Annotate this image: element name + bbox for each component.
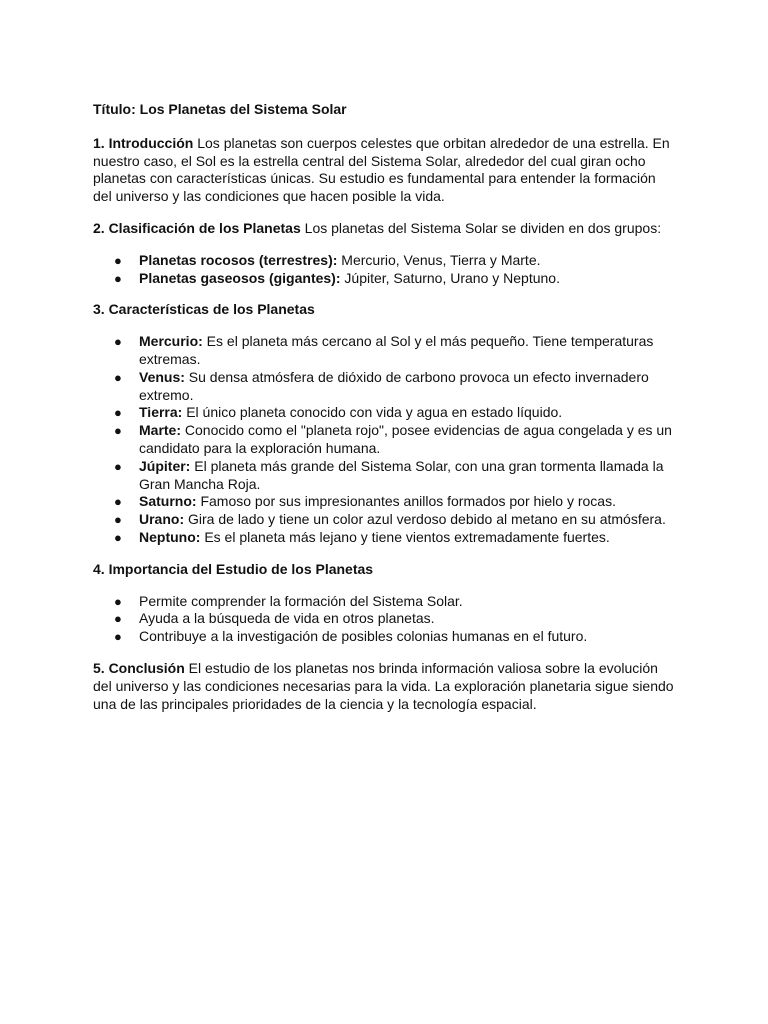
bullet-icon: ● [114,334,122,350]
conclusion-paragraph [93,660,678,713]
bullet-icon: ● [114,494,122,510]
bullet-icon: ● [114,593,122,609]
list-item: ● Neptuno: Es el planeta más lejano y tiene vientos extremadamente fuertes. [114,528,610,545]
bullet-icon: ● [114,529,122,545]
importance-list [93,593,678,646]
characteristics-heading: 3. Características de los Planetas [93,301,315,318]
bullet-icon: ● [114,458,122,474]
classification-text: Los planetas del Sistema Solar se dividen en dos grupos: [300,219,662,236]
classification-heading: 2. Clasificación de los Planetas [93,219,301,236]
list-item: ● Ayuda a la búsqueda de vida en otros planetas. [114,610,435,627]
bullet-icon: ● [114,369,122,385]
list-item: ● Contribuye a la investigación de posibles colonias humanas en el futuro. [114,628,588,645]
list-item: ● Urano: Gira de lado y tiene un color azul verdoso debido al metano en su atmósfera. [114,511,666,528]
list-item: ● Planetas gaseosos (gigantes): Júpiter, Saturno, Urano y Neptuno. [114,269,560,286]
bullet-icon: ● [114,405,122,421]
list-item: ● Venus: Su densa atmósfera de dióxido de carbono provoca un efecto invernadero extremo. [114,368,649,403]
characteristics-list [93,333,678,547]
list-item: ● Saturno: Famoso por sus impresionantes anillos formados por hielo y rocas. [114,493,616,510]
bullet-icon: ● [114,512,122,528]
conclusion-heading: 5. Conclusión [93,659,185,676]
list-item: ● Permite comprender la formación del Sistema Solar. [114,592,463,609]
list-item: ● Júpiter: El planeta más grande del Sistema Solar, con una gran tormenta llamada la Gran Mancha Roja. [114,457,664,492]
bullet-icon: ● [114,629,122,645]
bullet-icon: ● [114,611,122,627]
intro-heading: 1. Introducción [93,134,194,151]
list-item: ● Mercurio: Es el planeta más cercano al Sol y el más pequeño. Tiene temperaturas extremas. [114,333,654,367]
conclusion-text: El estudio de los planetas nos brinda información valiosa sobre la evolución del universo y las condiciones necesarias para la vida. La exploración planetaria sigue siendo una de las principales prioridades de la ciencia y la tecnología espacial. [93,659,674,712]
document-title: Título: Los Planetas del Sistema Solar [93,101,347,117]
list-item: ● Tierra: El único planeta conocido con vida y agua en estado líquido. [114,404,563,421]
bullet-icon: ● [114,270,122,286]
classification-list [93,252,678,288]
bullet-icon: ● [114,423,122,439]
classification-paragraph [93,220,678,238]
bullet-icon: ● [114,252,122,268]
importance-heading: 4. Importancia del Estudio de los Planetas [93,560,374,577]
list-item: ● Marte: Conocido como el "planeta rojo", posee evidencias de agua congelada y es un candidato para la exploración humana. [114,422,672,456]
list-item: ● Planetas rocosos (terrestres): Mercurio, Venus, Tierra y Marte. [114,251,541,268]
intro-paragraph [93,135,678,206]
intro-text: Los planetas son cuerpos celestes que orbitan alrededor de una estrella. En nuestro caso, el Sol es la estrella central del Sistema Solar, alrededor del cual giran ocho planetas con características únicas. Su estudio es fundamental para entender la formación del universo y las condiciones que hacen posible la vida. [93,134,670,205]
